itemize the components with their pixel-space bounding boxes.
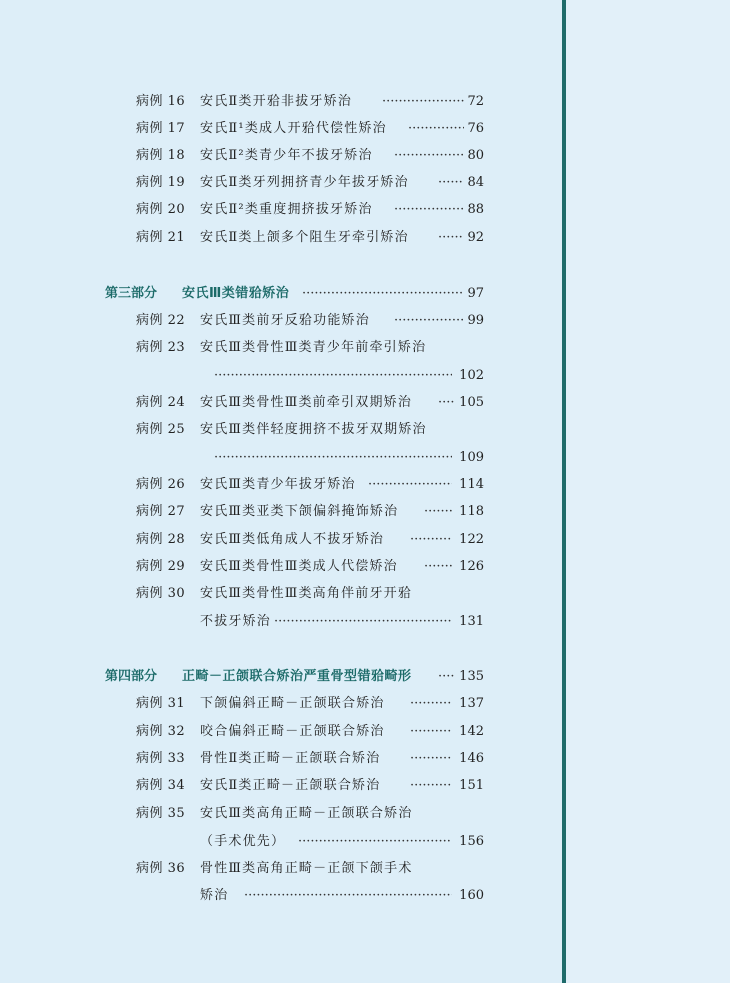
page-number: 84 [467, 175, 484, 190]
dot-leader [302, 284, 464, 304]
case-title-continuation: （手术优先） [200, 834, 286, 849]
case-number: 病例 20 [136, 202, 186, 217]
case-number: 病例 21 [136, 230, 186, 245]
page-number: 160 [459, 888, 484, 903]
dot-leader [394, 311, 464, 331]
part-label: 第四部分 [105, 669, 158, 684]
page-number: 97 [467, 286, 484, 301]
case-number: 病例 34 [136, 778, 186, 793]
case-title-continuation: 不拔牙矫治 [200, 614, 272, 629]
dot-leader [424, 557, 452, 577]
case-title: 安氏Ⅱ类牙列拥挤青少年拔牙矫治 [200, 175, 409, 190]
case-title: 安氏Ⅱ类开𬌗非拔牙矫治 [200, 94, 353, 109]
case-title: 安氏Ⅲ类亚类下颌偏斜掩饰矫治 [200, 504, 399, 519]
toc-entry[interactable] [0, 200, 560, 220]
case-title: 安氏Ⅲ类高角正畸－正颌联合矫治 [200, 806, 413, 821]
case-title: 安氏Ⅲ类骨性Ⅲ类青少年前牵引矫治 [200, 340, 427, 355]
case-number: 病例 25 [136, 422, 186, 437]
case-title: 安氏Ⅲ类低角成人不拔牙矫治 [200, 532, 385, 547]
case-number: 病例 36 [136, 861, 186, 876]
dot-leader [394, 200, 464, 220]
dot-leader [214, 448, 452, 468]
case-title: 安氏Ⅲ类前牙反𬌗功能矫治 [200, 313, 370, 328]
page-number: 99 [467, 313, 484, 328]
toc-entry-continuation[interactable] [0, 448, 560, 468]
part-title: 安氏Ⅲ类错𬌗矫治 [182, 286, 290, 301]
page-number: 151 [459, 778, 484, 793]
case-number: 病例 22 [136, 313, 186, 328]
case-number: 病例 35 [136, 806, 186, 821]
page-number: 105 [459, 395, 484, 410]
page-number: 146 [459, 751, 484, 766]
page-number: 76 [467, 121, 484, 136]
toc-entry[interactable] [0, 584, 560, 604]
case-title: 安氏Ⅲ类伴轻度拥挤不拔牙双期矫治 [200, 422, 427, 437]
case-number: 病例 33 [136, 751, 186, 766]
right-margin-band [566, 0, 730, 983]
page-number: 126 [459, 559, 484, 574]
toc-entry[interactable] [0, 475, 560, 495]
toc-entry-continuation[interactable] [0, 886, 560, 906]
dot-leader [382, 92, 464, 112]
page-number: 122 [459, 532, 484, 547]
page-number: 80 [467, 148, 484, 163]
dot-leader [410, 694, 452, 714]
toc-part-heading[interactable] [0, 284, 560, 304]
case-title: 安氏Ⅲ类骨性Ⅲ类高角伴前牙开𬌗 [200, 586, 413, 601]
dot-leader [438, 393, 454, 413]
toc-entry-continuation[interactable] [0, 832, 560, 852]
case-title: 安氏Ⅲ类骨性Ⅲ类前牵引双期矫治 [200, 395, 413, 410]
page-number: 131 [459, 614, 484, 629]
page-number: 114 [459, 477, 484, 492]
dot-leader [410, 530, 452, 550]
toc-entry[interactable] [0, 146, 560, 166]
dot-leader [214, 366, 452, 386]
toc-entry[interactable] [0, 338, 560, 358]
case-title: 安氏Ⅱ类上颌多个阻生牙牵引矫治 [200, 230, 409, 245]
toc-entry[interactable] [0, 804, 560, 824]
toc-entry[interactable] [0, 749, 560, 769]
toc-entry[interactable] [0, 92, 560, 112]
toc-entry[interactable] [0, 557, 560, 577]
part-title: 正畸－正颌联合矫治严重骨型错𬌗畸形 [182, 669, 412, 684]
page-number: 72 [467, 94, 484, 109]
case-title: 安氏Ⅲ类骨性Ⅲ类成人代偿矫治 [200, 559, 398, 574]
toc-entry[interactable] [0, 859, 560, 879]
case-title: 安氏Ⅱ²类重度拥挤拔牙矫治 [200, 202, 373, 217]
page-number: 142 [459, 724, 484, 739]
case-number: 病例 30 [136, 586, 186, 601]
case-title: 安氏Ⅱ²类青少年不拔牙矫治 [200, 148, 373, 163]
dot-leader [424, 502, 452, 522]
case-title-continuation: 矫治 [200, 888, 229, 903]
page-divider [562, 0, 566, 983]
dot-leader [438, 173, 464, 193]
case-title: 骨性Ⅲ类高角正畸－正颌下颌手术 [200, 861, 413, 876]
case-number: 病例 27 [136, 504, 186, 519]
case-number: 病例 18 [136, 148, 186, 163]
case-number: 病例 16 [136, 94, 186, 109]
toc-entry[interactable] [0, 393, 560, 413]
dot-leader [438, 228, 464, 248]
page-number: 137 [459, 696, 484, 711]
toc-entry[interactable] [0, 420, 560, 440]
dot-leader [298, 832, 452, 852]
toc-entry[interactable] [0, 228, 560, 248]
page-number: 135 [459, 669, 484, 684]
page-number: 109 [459, 450, 484, 465]
toc-entry[interactable] [0, 119, 560, 139]
page-number: 92 [467, 230, 484, 245]
dot-leader [368, 475, 452, 495]
toc-entry[interactable] [0, 173, 560, 193]
case-title: 下颌偏斜正畸－正颌联合矫治 [200, 696, 385, 711]
case-title: 咬合偏斜正畸－正颌联合矫治 [200, 724, 385, 739]
toc-entry[interactable] [0, 311, 560, 331]
dot-leader [438, 667, 454, 687]
dot-leader [408, 119, 464, 139]
page-number: 156 [459, 834, 484, 849]
case-title: 安氏Ⅲ类青少年拔牙矫治 [200, 477, 356, 492]
case-number: 病例 19 [136, 175, 186, 190]
toc-entry[interactable] [0, 776, 560, 796]
page-number: 118 [459, 504, 484, 519]
dot-leader [244, 886, 452, 906]
case-number: 病例 24 [136, 395, 186, 410]
toc-entry-continuation[interactable] [0, 612, 560, 632]
case-title: 骨性Ⅱ类正畸－正颌联合矫治 [200, 751, 381, 766]
toc-entry[interactable] [0, 694, 560, 714]
case-number: 病例 23 [136, 340, 186, 355]
case-number: 病例 32 [136, 724, 186, 739]
case-title: 安氏Ⅱ¹类成人开𬌗代偿性矫治 [200, 121, 387, 136]
toc-entry[interactable] [0, 530, 560, 550]
dot-leader [274, 612, 452, 632]
dot-leader [410, 776, 452, 796]
dot-leader [394, 146, 464, 166]
case-title: 安氏Ⅱ类正畸－正颌联合矫治 [200, 778, 381, 793]
toc-entry[interactable] [0, 722, 560, 742]
toc-entry-continuation[interactable] [0, 366, 560, 386]
case-number: 病例 28 [136, 532, 186, 547]
dot-leader [410, 722, 452, 742]
part-label: 第三部分 [105, 286, 158, 301]
case-number: 病例 26 [136, 477, 186, 492]
case-number: 病例 17 [136, 121, 186, 136]
case-number: 病例 31 [136, 696, 186, 711]
case-number: 病例 29 [136, 559, 186, 574]
toc-part-heading[interactable] [0, 667, 560, 687]
page-number: 102 [459, 368, 484, 383]
toc-entry[interactable] [0, 502, 560, 522]
dot-leader [410, 749, 452, 769]
page-number: 88 [467, 202, 484, 217]
